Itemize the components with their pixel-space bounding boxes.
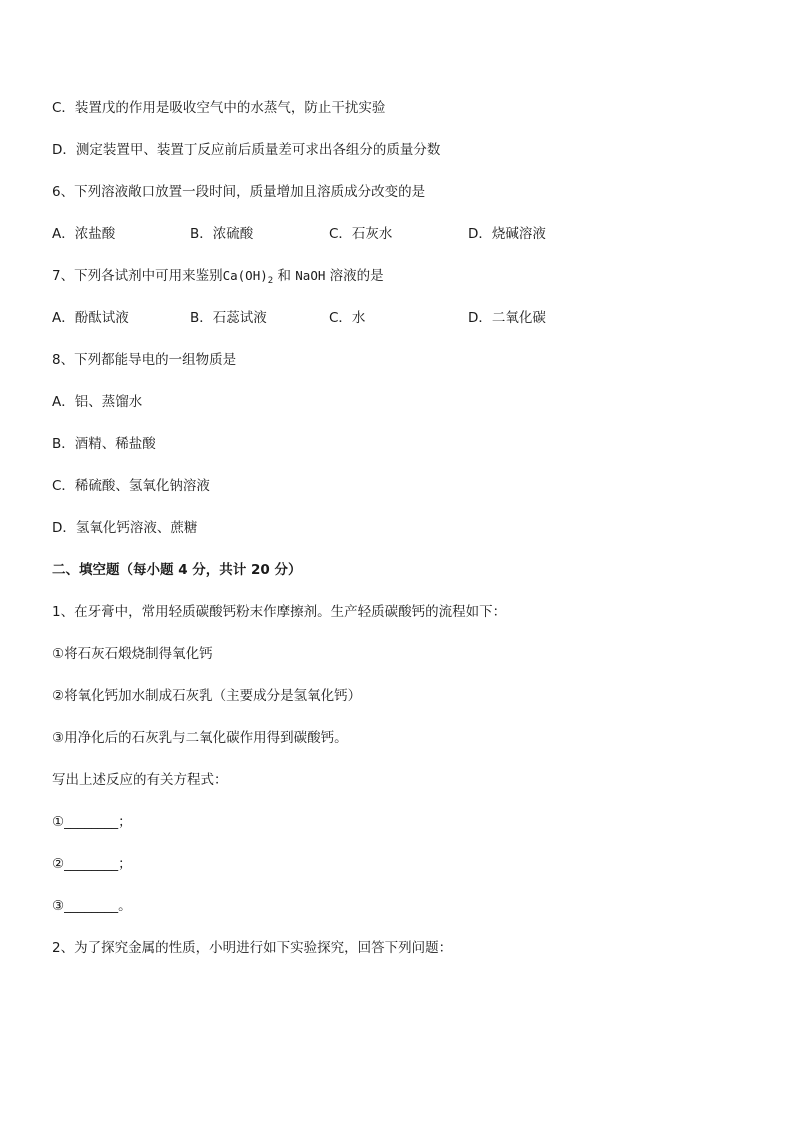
q8-option-a: A．铝、蒸馏水: [52, 394, 143, 410]
q7-option-c: C．水: [329, 310, 366, 326]
q5-option-d: D．测定装置甲、装置丁反应前后质量差可求出各组分的质量分数: [52, 142, 441, 158]
fill1-step-2: ②将氧化钙加水制成石灰乳（主要成分是氢氧化钙）: [52, 688, 362, 704]
q8-option-c: C．稀硫酸、氢氧化钠溶液: [52, 478, 210, 494]
fill1-step-1: ①将石灰石煅烧制得氧化钙: [52, 646, 213, 662]
q8-option-d: D．氢氧化钙溶液、蔗糖: [52, 520, 198, 536]
q7-stem-mid: 和: [273, 268, 296, 284]
q6-option-a: A．浓盐酸: [52, 226, 116, 242]
q7-formula-caoh2: [222, 268, 274, 286]
q5-option-c: C．装置戊的作用是吸收空气中的水蒸气，防止干扰实验: [52, 100, 386, 116]
fill1-blank-1: ①________；: [52, 814, 132, 830]
q6-stem: 6、下列溶液敞口放置一段时间，质量增加且溶质成分改变的是: [52, 184, 426, 200]
q7-formula-subscript: 2: [267, 276, 274, 286]
q8-stem: 8、下列都能导电的一组物质是: [52, 352, 237, 368]
q6-option-d: D．烧碱溶液: [468, 226, 546, 242]
q7-option-b: B．石蕊试液: [190, 310, 267, 326]
q7-stem-prefix: 7、下列各试剂中可用来鉴别: [52, 268, 223, 284]
fill1-prompt: 写出上述反应的有关方程式：: [52, 772, 228, 788]
fill2-stem: 2、为了探究金属的性质，小明进行如下实验探究，回答下列问题：: [52, 940, 453, 956]
q7-option-a: A．酚酞试液: [52, 310, 129, 326]
q7-option-d: D．二氧化碳: [468, 310, 546, 326]
q7-stem-suffix: 溶液的是: [325, 268, 384, 284]
q7-formula-naoh: NaOH: [295, 268, 326, 283]
q7-formula-main: Ca(OH): [222, 268, 268, 283]
q6-option-b: B．浓硫酸: [190, 226, 254, 242]
q7-stem: [52, 267, 384, 285]
fill1-blank-3: ③________。: [52, 898, 132, 914]
fill1-step-3: ③用净化后的石灰乳与二氧化碳作用得到碳酸钙。: [52, 730, 348, 746]
q8-option-b: B．酒精、稀盐酸: [52, 436, 156, 452]
fill1-blank-2: ②________；: [52, 856, 132, 872]
section-2-title: 二、填空题（每小题 4 分，共计 20 分）: [52, 562, 302, 578]
fill1-stem: 1、在牙膏中，常用轻质碳酸钙粉末作摩擦剂。生产轻质碳酸钙的流程如下：: [52, 604, 507, 620]
q6-option-c: C．石灰水: [329, 226, 393, 242]
